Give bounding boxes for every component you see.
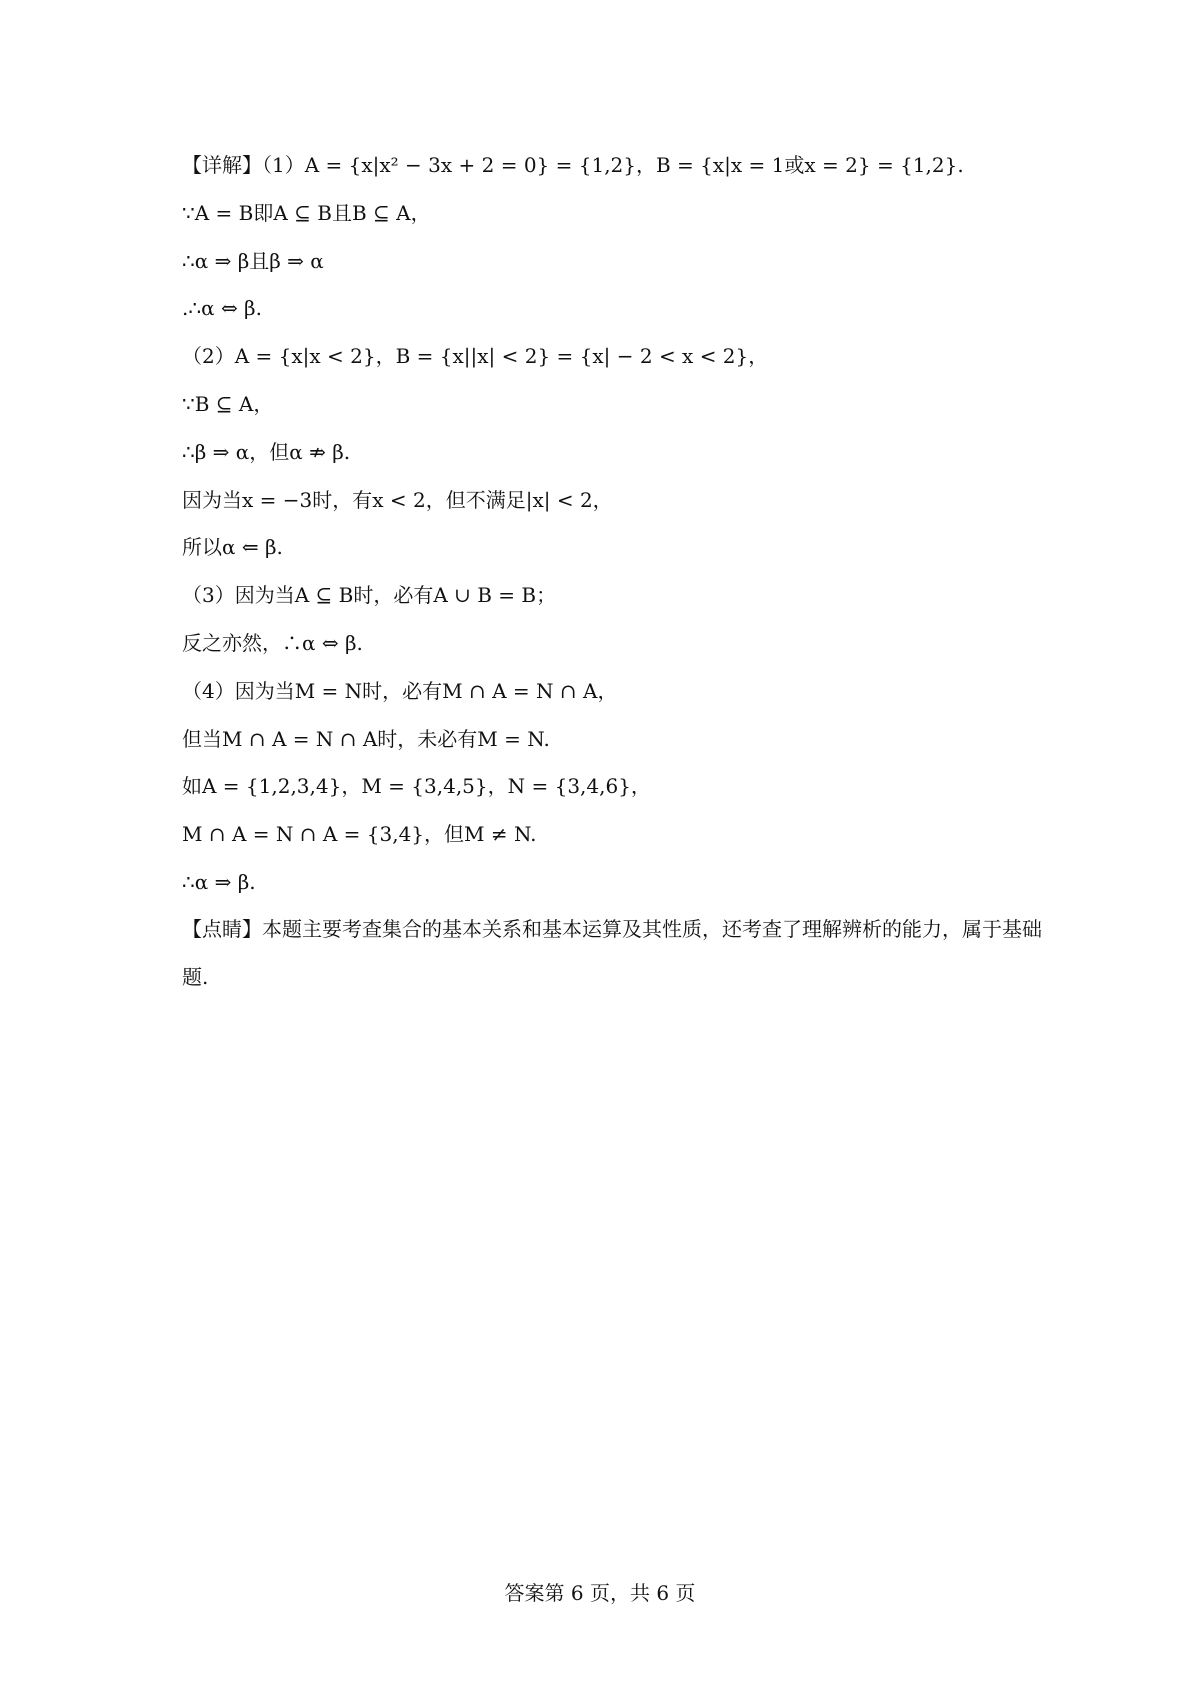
solution-line-4: .∴α ⇔ β. — [182, 296, 262, 321]
solution-line-6: ∵B ⊆ A， — [182, 391, 274, 416]
solution-line-8: 因为当x = −3时，有x < 2，但不满足|x| < 2， — [182, 487, 613, 512]
solution-line-16: ∴α ⇒ β. — [182, 869, 256, 894]
solution-line-1: 【详解】（1）A = {x|x² − 3x + 2 = 0} = {1,2}，B = {x|x = 1或x = 2} = {1,2}. — [182, 153, 964, 177]
solution-line-15: M ∩ A = N ∩ A = {3,4}，但M ≠ N. — [182, 822, 537, 847]
solution-line-2: ∵A = B即A ⊆ B且B ⊆ A， — [182, 200, 431, 225]
solution-line-3: ∴α ⇒ β且β ⇒ α — [182, 248, 324, 273]
solution-line-9: 所以α ⇐ β. — [182, 535, 283, 560]
solution-line-11: 反之亦然，∴α ⇔ β. — [182, 630, 363, 655]
comment-paragraph: 【点睛】本题主要考查集合的基本关系和基本运算及其性质，还考查了理解辨析的能力，属于基础题. — [182, 916, 1042, 989]
solution-line-5: （2）A = {x|x < 2}，B = {x||x| < 2} = {x| − 2 < x < 2}， — [182, 344, 769, 369]
solution-line-7: ∴β ⇒ α，但α ⇏ β. — [182, 439, 351, 464]
solution-line-10: （3）因为当A ⊆ B时，必有A ∪ B = B； — [182, 583, 557, 608]
solution-line-12: （4）因为当M = N时，必有M ∩ A = N ∩ A， — [182, 678, 618, 703]
solution-body — [182, 152, 1042, 1001]
solution-line-13: 但当M ∩ A = N ∩ A时，未必有M = N. — [182, 726, 550, 751]
page-footer: 答案第 6 页，共 6 页 — [504, 1581, 696, 1605]
solution-line-14: 如A = {1,2,3,4}，M = {3,4,5}，N = {3,4,6}， — [182, 774, 651, 799]
